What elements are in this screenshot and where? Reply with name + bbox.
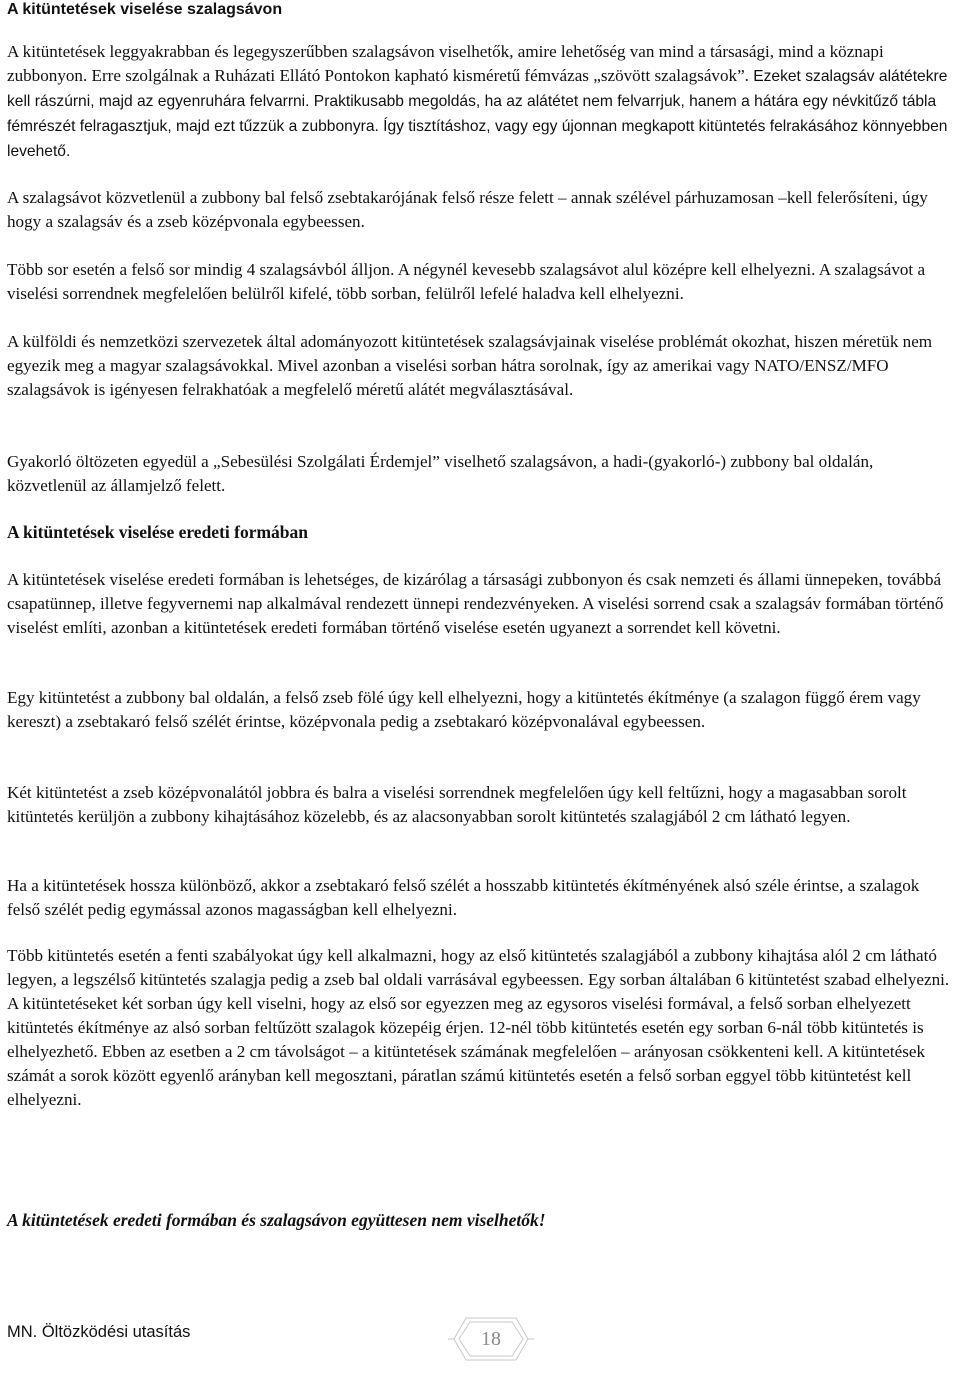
- paragraph-ribbon-intro: [7, 40, 953, 164]
- paragraph-ribbon-intro-part2: Ezeket szalagsáv alátétekre kell rászúrni, majd az egyenruhára felvarrni. Praktikusabb megoldás, ha az alátétet nem felvarrjuk, hanem a hátára egy névkitűző tábla fémrészét felragasztjuk, majd ezt tűzzük a zubbonyra. Így tisztításhoz, vagy egy újonnan megkapott kitüntetés felrakásához könnyebben levehető.: [7, 68, 948, 160]
- paragraph-field-uniform: Gyakorló öltözeten egyedül a „Sebesülési Szolgálati Érdemjel” viselhető szalagsávon, a hadi-(gyakorló-) zubbony bal oldalán, közvetlenül az államjelző felett.: [7, 452, 874, 495]
- paragraph-ribbon-rows: Több sor esetén a felső sor mindig 4 szalagsávból álljon. A négynél kevesebb szalagsávot alul középre kell elhelyezni. A szalagsávot a viselési sorrendnek megfelelően belülről kifelé, több sorban, felülről lefelé haladva kell elhelyezni.: [7, 260, 926, 303]
- paragraph-original-form-intro: A kitüntetések viselése eredeti formában is lehetséges, de kizárólag a társasági zubbonyon és csak nemzeti és állami ünnepeken, továbbá csapatünnep, illetve fegyvernemi nap alkalmával rendezett ünnepi rendezvényeken. A viselési sorrend csak a szalagsáv formában történő viselést említi, azonban a kitüntetések eredeti formában történő viselése esetén ugyanezt a sorrendet kell követni.: [7, 570, 944, 637]
- section-heading-ribbon-bars: A kitüntetések viselése szalagsávon: [7, 1, 283, 18]
- page-number: 18: [481, 1328, 501, 1350]
- footer-document-title: MN. Öltözködési utasítás: [7, 1323, 191, 1341]
- paragraph-two-decorations: Két kitüntetést a zseb középvonalától jobbra és balra a viselési sorrendnek megfelelően úgy kell feltűzni, hogy a magasabban sorolt kitüntetés kerüljön a zubbony kihajtásához közelebb, és az alacsonyabban sorolt kitüntetés szalagjából 2 cm látható legyen.: [7, 783, 907, 826]
- paragraph-foreign-ribbons: A külföldi és nemzetközi szervezetek által adományozott kitüntetések szalagsávjainak viselése problémát okozhat, hiszen méretük nem egyezik meg a magyar szalagsávokkal. Mivel azonban a viselési sorban hátra sorolnak, így az amerikai vagy NATO/ENSZ/MFO szalagsávok is igényesen felrakhatóak a megfelelő méretű alátét megválasztásával.: [7, 332, 933, 399]
- paragraph-different-lengths: Ha a kitüntetések hossza különböző, akkor a zsebtakaró felső szélét a hosszabb kitüntetés ékítményének alsó széle érintse, a szalagok felső szélét pedig egymással azonos magasságban kell elhelyezni.: [7, 876, 920, 919]
- paragraph-ribbon-placement: A szalagsávot közvetlenül a zubbony bal felső zsebtakarójának felső része felett – annak szélével párhuzamosan –kell felerősíteni, úgy hogy a szalagsáv és a zseb középvonala egybeessen.: [7, 188, 928, 231]
- page-number-badge: [446, 1310, 536, 1368]
- paragraph-single-decoration: Egy kitüntetést a zubbony bal oldalán, a felső zseb fölé úgy kell elhelyezni, hogy a kitüntetés ékítménye (a szalagon függő érem vagy kereszt) a zsebtakaró felső szélét érintse, középvonala pedig a zsebtakaró középvonalával egybeessen.: [7, 688, 921, 731]
- closing-note: A kitüntetések eredeti formában és szalagsávon együttesen nem viselhetők!: [7, 1210, 546, 1230]
- section-heading-original-form: A kitüntetések viselése eredeti formában: [7, 522, 309, 542]
- paragraph-multiple-decorations: Több kitüntetés esetén a fenti szabályokat úgy kell alkalmazni, hogy az első kitüntetés szalagjából a zubbony kihajtása alól 2 cm látható legyen, a legszélső kitüntetés szalagja pedig a zseb bal oldali varrásával egybeessen. Egy sorban általában 6 kitüntetést szabad elhelyezni. A kitüntetéseket két sorban úgy kell viselni, hogy az első sor egyezzen meg az egysoros viselési formával, a felső sorban elhelyezett kitüntetés ékítménye az alsó sorban feltűzött szalagok közepéig érjen. 12-nél több kitüntetés esetén egy sorban 6-nál több kitüntetés is elhelyezhető. Ebben az esetben a 2 cm távolságot – a kitüntetések számának megfelelően – arányosan csökkenteni kell. A kitüntetések számát a sorok között egyenlő arányban kell megosztani, páratlan számú kitüntetés esetén a felső sorban eggyel több kitüntetést kell elhelyezni.: [7, 946, 950, 1109]
- paragraph-ribbon-intro-part1: A kitüntetések leggyakrabban és legegyszerűbben szalagsávon viselhetők, amire lehetőség van mind a társasági, mind a köznapi zubbonyon. Erre szolgálnak a Ruházati Ellátó Pontokon kapható kisméretű fémvázas „szövött szalagsávok”.: [7, 42, 884, 85]
